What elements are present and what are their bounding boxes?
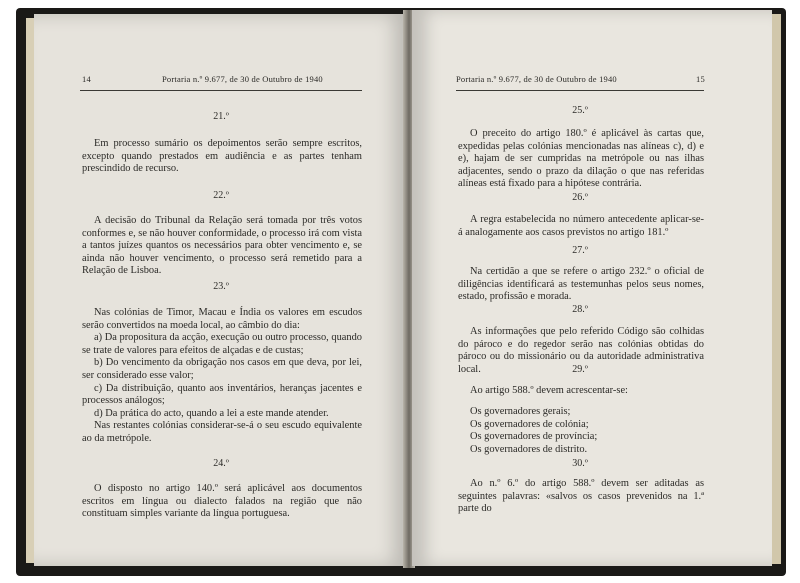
section-22-paragraph: A decisão do Tribunal da Relação será tomada por três votos conformes e, se não houver conformidade, o processo irá com vista a tantos juízes quantos os necessários para obter vencimento e, se ainda não houver vencimento, o processo será remetido para a Relação de Lisboa. xyxy=(82,215,362,277)
section-number-22: 22.º xyxy=(213,190,229,201)
section-23-item-b: b) Do vencimento da obrigação nos casos em que deva, por lei, ser considerado esse valor; xyxy=(82,357,362,381)
section-number-25: 25.º xyxy=(572,105,588,116)
left-header-rule xyxy=(80,90,362,91)
section-26-paragraph: A regra estabelecida no número antecedente aplicar-se-á analogamente aos casos previstos no artigo 181.º xyxy=(458,214,704,238)
right-header-rule xyxy=(456,90,704,91)
section-24-paragraph: O disposto no artigo 140.º será aplicável aos documentos escritos em língua ou dialecto falados na região que não constituam simples variante da língua portuguesa. xyxy=(82,483,362,520)
section-23-item-d: d) Da prática do acto, quando a lei a este mande atender. xyxy=(94,407,329,419)
section-number-26: 26.º xyxy=(572,192,588,203)
section-21-paragraph: Em processo sumário os depoimentos serão sempre escritos, excepto quando prestados em audiência e as partes tenham prescindido de recurso. xyxy=(82,138,362,175)
left-page-number: 14 xyxy=(82,74,91,84)
section-number-27: 27.º xyxy=(572,245,588,256)
section-28-paragraph: As informações que pelo referido Código são colhidas do pároco e do regedor serão nas colónias obtidas do pároco ou do missionário ou da autoridade administrativa local. xyxy=(458,326,704,375)
section-30-paragraph: Ao n.º 6.º do artigo 588.º devem ser aditadas as seguintes palavras: «salvos os casos prevenidos na 1.ª parte do xyxy=(458,478,704,515)
section-25-text xyxy=(458,128,704,191)
section-24-text xyxy=(82,483,362,521)
section-number-28: 28.º xyxy=(572,304,588,315)
section-27-paragraph: Na certidão a que se refere o artigo 232.º o oficial de diligências identificará as testemunhas pelos seus nomes, estado, profissão e morada. xyxy=(458,266,704,303)
section-27-text xyxy=(458,266,704,304)
section-23-closing: Nas restantes colónias considerar-se-á o seu escudo equivalente ao da metrópole. xyxy=(82,420,362,444)
right-page xyxy=(412,10,772,566)
section-number-23: 23.º xyxy=(213,281,229,292)
section-25-paragraph: O preceito do artigo 180.º é aplicável às cartas que, expedidas pelas colónias mencionadas nas alíneas c), d) e e), hajam de ser cumpridas na metrópole ou nas ilhas adjacentes, sendo o prazo da dilação o que nas referidas alíneas está fixado para a hipótese contrária. xyxy=(458,128,704,190)
section-22-text xyxy=(82,215,362,278)
section-26-text xyxy=(458,214,704,239)
section-30-text xyxy=(458,478,704,516)
section-23-item-c: c) Da distribuição, quanto aos inventários, heranças jacentes e processos análogos; xyxy=(82,382,362,407)
section-number-24: 24.º xyxy=(213,458,229,469)
section-number-30: 30.º xyxy=(572,458,588,469)
right-page-number: 15 xyxy=(696,74,705,84)
section-23-item-a: a) Da propositura da acção, execução ou outro processo, quando se trate de valores para efeitos de alçadas e de custas; xyxy=(82,332,362,356)
right-running-head: Portaria n.º 9.677, de 30 de Outubro de 1940 xyxy=(456,74,617,84)
governors-list xyxy=(470,406,700,456)
right-page-edge xyxy=(771,14,781,564)
left-running-head: Portaria n.º 9.677, de 30 de Outubro de 1940 xyxy=(162,74,323,84)
section-23-intro: Nas colónias de Timor, Macau e Índia os valores em escudos serão convertidos na moeda local, ao câmbio do dia: xyxy=(82,307,362,331)
list-item: Os governadores de colónia; xyxy=(470,418,589,430)
section-29-paragraph: Ao artigo 588.º devem acrescentar-se: xyxy=(470,385,628,396)
list-item: Os governadores gerais; xyxy=(470,406,571,417)
left-page xyxy=(34,14,408,566)
section-21-text xyxy=(82,138,362,176)
section-number-21: 21.º xyxy=(213,111,229,122)
section-29-text xyxy=(458,385,704,398)
list-item: Os governadores de distrito. xyxy=(470,443,588,455)
list-item: Os governadores de província; xyxy=(470,431,598,443)
section-23-text xyxy=(82,307,362,446)
section-number-29: 29.º xyxy=(572,364,588,375)
